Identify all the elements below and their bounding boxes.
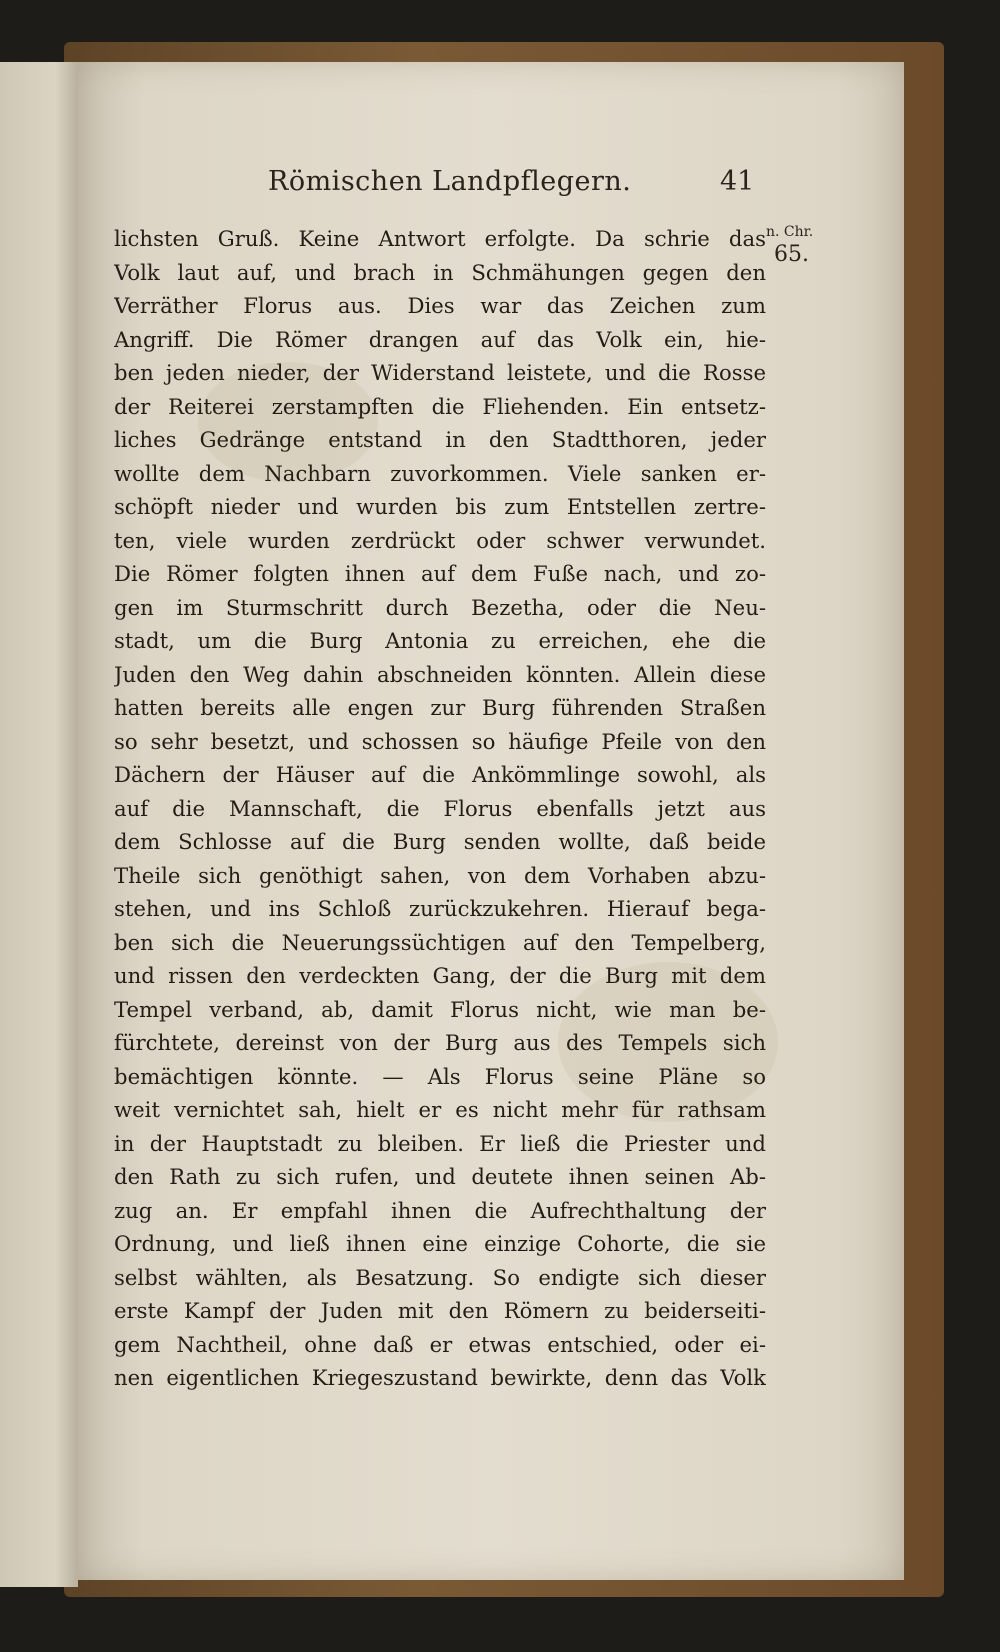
text-line: Tempel verband, ab, damit Florus nicht, wie man be- <box>114 996 766 1022</box>
text-line: Theile sich genöthigt sahen, von dem Vorhaben abzu- <box>114 862 766 888</box>
text-line: selbst wählten, als Besatzung. So endigte sich dieser <box>114 1264 766 1290</box>
text-line: schöpft nieder und wurden bis zum Entstellen zertre- <box>114 494 766 519</box>
body-text <box>114 222 766 1395</box>
text-line: hatten bereits alle engen zur Burg führenden Straßen <box>114 695 766 720</box>
text-line: in der Hauptstadt zu bleiben. Er ließ die Priester und <box>114 1130 766 1156</box>
text-line: Angriff. Die Römer drangen auf das Volk ein, hie- <box>114 326 766 352</box>
text-line: stadt, um die Burg Antonia zu erreichen, ehe die <box>114 628 766 653</box>
text-line: lichsten Gruß. Keine Antwort erfolgte. Da schrie das <box>114 226 766 251</box>
page-number: 41 <box>720 166 755 197</box>
text-line: Die Römer folgten ihnen auf dem Fuße nach, und zo- <box>114 561 766 586</box>
text-line: weit vernichtet sah, hielt er es nicht mehr für rathsam <box>114 1097 766 1122</box>
text-line: Dächern der Häuser auf die Ankömmlinge sowohl, als <box>114 762 766 787</box>
text-line: ben jeden nieder, der Widerstand leistete, und die Rosse <box>114 360 766 385</box>
text-line: liches Gedränge entstand in den Stadtthoren, jeder <box>114 427 766 452</box>
text-line: erste Kampf der Juden mit den Römern zu beiderseiti- <box>114 1298 766 1323</box>
text-line: und rissen den verdeckten Gang, der die Burg mit dem <box>114 963 766 988</box>
book-page <box>78 62 904 1580</box>
left-page-edge <box>0 62 78 1587</box>
text-line: stehen, und ins Schloß zurückzukehren. Hierauf bega- <box>114 896 766 921</box>
text-line: ben sich die Neuerungssüchtigen auf den Tempelberg, <box>114 929 766 955</box>
text-line: den Rath zu sich rufen, und deutete ihnen seinen Ab- <box>114 1164 766 1189</box>
text-line: zug an. Er empfahl ihnen die Aufrechthaltung der <box>114 1197 766 1223</box>
text-line: gem Nachtheil, ohne daß er etwas entschied, oder ei- <box>114 1331 766 1357</box>
text-line: bemächtigen könnte. — Als Florus seine Pläne so <box>114 1063 766 1089</box>
running-head: Römischen Landpflegern. <box>268 166 632 197</box>
margin-note-era: n. Chr. <box>766 224 814 240</box>
text-line: ten, viele wurden zerdrückt oder schwer verwundet. <box>114 527 766 553</box>
text-line: der Reiterei zerstampften die Fliehenden. Ein entsetz- <box>114 393 766 419</box>
text-line: nen eigentlichen Kriegeszustand bewirkte, denn das Volk <box>114 1365 766 1390</box>
text-line: Juden den Weg dahin abschneiden könnten. Allein diese <box>114 661 766 687</box>
margin-note-year: 65. <box>774 242 809 267</box>
margin-note <box>766 222 822 268</box>
text-line: gen im Sturmschritt durch Bezetha, oder die Neu- <box>114 594 766 620</box>
text-line: Verräther Florus aus. Dies war das Zeichen zum <box>114 293 766 318</box>
text-line: auf die Mannschaft, die Florus ebenfalls jetzt aus <box>114 795 766 821</box>
page-header <box>78 166 904 214</box>
text-line: so sehr besetzt, und schossen so häufige Pfeile von den <box>114 728 766 754</box>
text-line: dem Schlosse auf die Burg senden wollte, daß beide <box>114 829 766 854</box>
text-line: Ordnung, und ließ ihnen eine einzige Cohorte, die sie <box>114 1231 766 1256</box>
text-line: Volk laut auf, und brach in Schmähungen gegen den <box>114 259 766 285</box>
text-line: wollte dem Nachbarn zuvorkommen. Viele sanken er- <box>114 460 766 486</box>
text-line: fürchtete, dereinst von der Burg aus des Tempels sich <box>114 1030 766 1055</box>
